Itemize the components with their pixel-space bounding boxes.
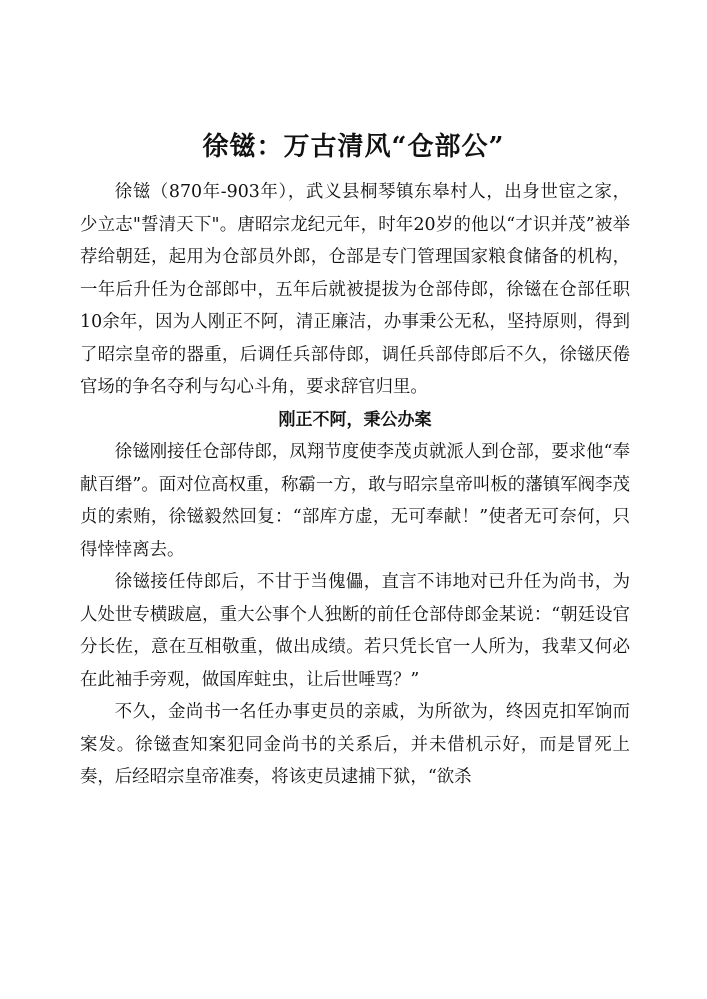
article-body	[80, 176, 630, 794]
section-paragraph: 徐镃刚接任仓部侍郎，凤翔节度使李茂贞就派人到仓部，要求他“奉献百缗”。面对位高权重，称霸一方，敢与昭宗皇帝叫板的藩镇军阀李茂贞的索贿，徐镃毅然回复：“部库方虚，无可奉献！”使者无可奈何，只得悻悻离去。	[80, 442, 630, 560]
section-paragraph: 不久，金尚书一名任办事吏员的亲戚，为所欲为，终因克扣军饷而案发。徐镃查知案犯同金尚书的关系后，并未借机示好，而是冒死上奏，后经昭宗皇帝准奏，将该吏员逮捕下狱，“欲杀	[80, 702, 630, 787]
section-paragraph: 徐镃接任侍郎后，不甘于当傀儡，直言不讳地对已升任为尚书，为人处世专横跋扈，重大公事个人独断的前任仓部侍郎金某说：“朝廷设官分长佐，意在互相敬重，做出成绩。若只凭长官一人所为，我辈又何必在此袖手旁观，做国库蛀虫，让后世唾骂？”	[80, 572, 630, 690]
intro-paragraph: 徐镃（870年-903年），武义县桐琴镇东皋村人，出身世宦之家，少立志"誓清天下"。唐昭宗龙纪元年，时年20岁的他以“才识并茂”被举荐给朝廷，起用为仓部员外郎，仓部是专门管理国家粮食储备的机构，一年后升任为仓部郎中，五年后就被提拔为仓部侍郎，徐镃在仓部任职10余年，因为人刚正不阿，清正廉洁，办事秉公无私，坚持原则，得到了昭宗皇帝的器重，后调任兵部侍郎，调任兵部侍郎后不久，徐镃厌倦官场的争名夺利与勾心斗角，要求辞官归里。	[80, 182, 630, 397]
page-title: 徐镃：万古清风“仓部公”	[202, 132, 505, 163]
section-heading: 刚正不阿，秉公办案	[278, 409, 432, 430]
